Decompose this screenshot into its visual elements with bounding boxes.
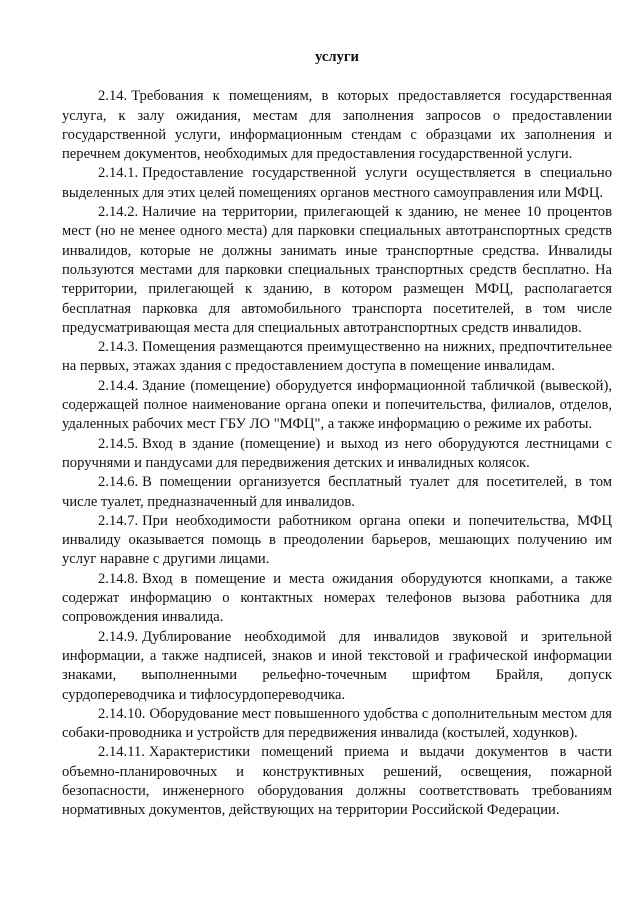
paragraph-text: Характеристики помещений приема и выдачи документов в части объемно-планировочных и конструктивных решений, освещения, пожарной безопасности, инженерного оборудования должны соответствовать требованиям нормативных документов, действующих на территории Российской Федерации. (62, 744, 612, 819)
paragraph-text: Предоставление государственной услуги осуществляется в специально выделенных для этих целей помещениях органов местного самоуправления или МФЦ. (62, 165, 612, 201)
paragraph-text: В помещении организуется бесплатный туалет для посетителей, в том числе туалет, предназначенный для инвалидов. (62, 474, 612, 510)
paragraph-2-14-11 (62, 743, 612, 820)
paragraph-text: Вход в помещение и места ожидания оборудуются кнопками, а также содержат информацию о контактных номерах телефонов вызова работника для сопровождения инвалида. (62, 570, 612, 626)
paragraph-2-14-4 (62, 377, 612, 435)
paragraph-text: При необходимости работником органа опеки и попечительства, МФЦ инвалиду оказывается помощь в преодолении барьеров, мешающих получению им услуг наравне с другими лицами. (62, 512, 612, 568)
paragraph-text: Требования к помещениям, в которых предоставляется государственная услуга, к залу ожидания, местам для заполнения запросов о предоставлении государственной услуги, информационным стендам с образцами их заполнения и перечнем документов, необходимых для предоставления государственной услуги. (62, 88, 612, 163)
paragraph-text: Помещения размещаются преимущественно на нижних, предпочтительнее на первых, этажах здания с предоставлением доступа в помещение инвалидам. (62, 339, 612, 375)
paragraph-2-14-8 (62, 570, 612, 628)
paragraph-text: Вход в здание (помещение) и выход из него оборудуются лестницами с поручнями и пандусами для передвижения детских и инвалидных колясок. (62, 435, 612, 471)
paragraph-number: 2.14.8. (98, 570, 139, 587)
paragraph-2-14-9 (62, 628, 612, 705)
paragraph-number: 2.14.6. (98, 474, 139, 491)
paragraph-2-14 (62, 87, 612, 164)
paragraph-2-14-5 (62, 435, 612, 474)
paragraph-number: 2.14.9. (98, 628, 139, 645)
paragraph-number: 2.14. (98, 88, 128, 105)
paragraph-2-14-7 (62, 512, 612, 570)
paragraph-number: 2.14.4. (98, 377, 139, 394)
paragraph-number: 2.14.1. (98, 165, 139, 182)
paragraph-number: 2.14.7. (98, 512, 139, 529)
paragraph-text: Дублирование необходимой для инвалидов звуковой и зрительной информации, а также надписей, знаков и иной текстовой и графической информации знаками, выполненными рельефно-точечным шрифтом Брайля, допуск сурдопереводчика и тифлосурдопереводчика. (62, 628, 612, 703)
paragraph-text: Оборудование мест повышенного удобства с дополнительным местом для собаки-проводника и устройств для передвижения инвалида (костылей, ходунков). (62, 705, 612, 742)
document-page (62, 48, 612, 821)
paragraph-2-14-6 (62, 473, 612, 512)
paragraph-text: Наличие на территории, прилегающей к зданию, не менее 10 процентов мест (но не менее одного места) для парковки специальных автотранспортных средств инвалидов, которые не должны занимать иные транспортные средства. Инвалиды пользуются местами для парковки специальных транспортных средств бесплатно. На территории, прилегающей к зданию, в котором размещен МФЦ, располагается бесплатная парковка для автомобильного транспорта посетителей, в том числе предусматривающая места для специальных автотранспортных средств инвалидов. (62, 204, 612, 336)
paragraph-2-14-3 (62, 338, 612, 377)
paragraph-number: 2.14.11. (98, 744, 145, 761)
paragraph-2-14-10 (62, 705, 612, 744)
paragraph-number: 2.14.2. (98, 204, 139, 221)
page-heading: услуги (315, 49, 359, 65)
paragraph-text: Здание (помещение) оборудуется информационной табличкой (вывеской), содержащей полное наименование органа опеки и попечительства, филиалов, отделов, удаленных рабочих мест ГБУ ЛО "МФЦ", а также информацию о режиме их работы. (62, 377, 612, 433)
paragraph-number: 2.14.5. (98, 435, 139, 452)
paragraph-number: 2.14.3. (98, 339, 139, 356)
paragraph-2-14-1 (62, 164, 612, 203)
paragraph-2-14-2 (62, 203, 612, 338)
paragraph-number: 2.14.10. (98, 705, 146, 722)
